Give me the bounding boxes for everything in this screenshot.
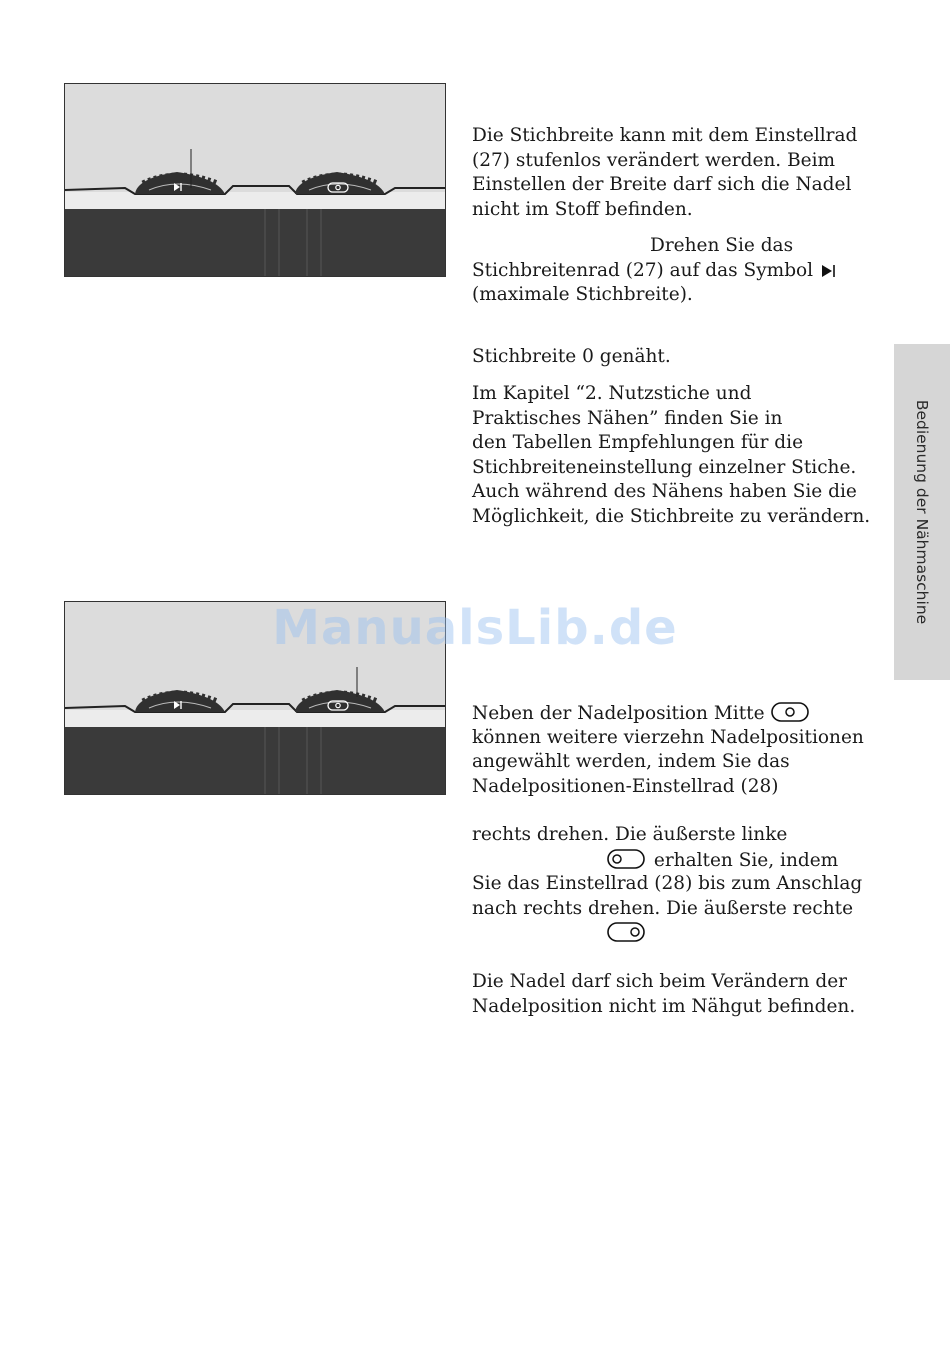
watermark: ManualsLib.de <box>272 600 678 656</box>
stitch-width-zero <box>472 345 872 370</box>
text-line: Einstellen der Breite darf sich die Nadel <box>472 174 852 195</box>
text-line: erhalten Sie, indem <box>653 849 839 871</box>
text-line: Praktisches Nähen” finden Sie in <box>472 407 783 429</box>
side-tab-label: Bedienung der Nähmaschine <box>913 399 931 625</box>
needle-center-icon <box>770 701 812 723</box>
side-tab <box>894 344 950 680</box>
text-line: nach rechts drehen. Die äußerste rechte <box>472 897 854 919</box>
text-line: Neben der Nadelposition Mitte <box>472 703 765 724</box>
stitch-width-max-instruction <box>472 234 872 308</box>
needle-left-icon <box>606 848 648 870</box>
text-line: Stichbreiteneinstellung einzelner Stiche. <box>472 456 857 478</box>
text-line: Stichbreitenrad (27) auf das Symbol <box>472 259 814 281</box>
text-line: Nadelpositionen-Einstellrad (28) <box>472 775 779 797</box>
text-line: (27) stufenlos verändert werden. Beim <box>472 149 836 171</box>
text-line: angewählt werden, indem Sie das <box>472 751 790 772</box>
text-line: können weitere vierzehn Nadelpositionen <box>472 726 864 748</box>
needle-right-icon <box>606 921 648 943</box>
text-line: rechts drehen. Die äußerste linke <box>472 824 788 845</box>
text-line: nicht im Stoff befinden. <box>472 198 693 220</box>
text-line: Drehen Sie das <box>650 235 794 256</box>
stitch-width-intro <box>472 124 872 222</box>
width-max-icon <box>819 262 837 280</box>
text-line: den Tabellen Empfehlungen für die <box>472 432 804 453</box>
stitch-width-reference <box>472 382 872 529</box>
text-line: Im Kapitel “2. Nutzstiche und <box>472 383 752 404</box>
text-line: Die Stichbreite kann mit dem Einstellrad <box>472 125 858 146</box>
text-line: Auch während des Nähens haben Sie die <box>472 481 857 502</box>
figure-stitch-width-dial <box>64 83 446 277</box>
text-line: Die Nadel darf sich beim Verändern der <box>472 971 847 992</box>
needle-position-warning <box>472 970 872 1019</box>
text-line: Stichbreite 0 genäht. <box>472 346 671 367</box>
text-line: (maximale Stichbreite). <box>472 284 693 305</box>
text-line: Sie das Einstellrad (28) bis zum Anschlag <box>472 873 863 894</box>
needle-position-intro <box>472 701 872 799</box>
needle-position-extremes <box>472 823 872 946</box>
text-line: Möglichkeit, die Stichbreite zu verändern. <box>472 505 871 527</box>
text-line: Nadelposition nicht im Nähgut befinden. <box>472 995 856 1017</box>
